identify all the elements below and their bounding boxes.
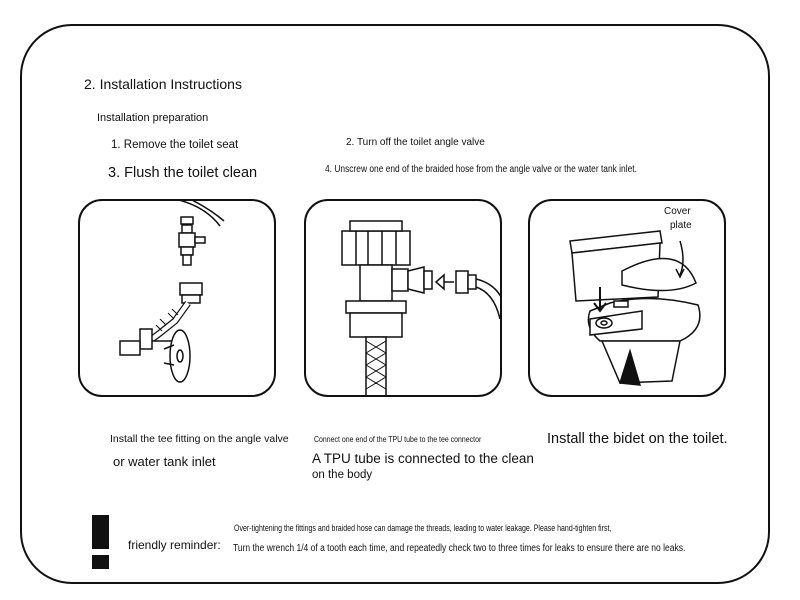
cover-plate-label-line1: Cover bbox=[664, 206, 691, 217]
reminder-line2: Turn the wrench 1/4 of a tooth each time, and repeatedly check two to three times for leaks to ensure there are no leaks. bbox=[233, 543, 686, 554]
caption-2-line2: A TPU tube is connected to the clean bbox=[312, 451, 534, 466]
illustration-tpu-connection bbox=[304, 199, 502, 397]
bidet-toilet-drawing bbox=[530, 201, 726, 397]
caption-2-line1: Connect one end of the TPU tube to the tee connector bbox=[314, 434, 482, 444]
reminder-line1: Over-tightening the fittings and braided hose can damage the threads, leading to water leakage. Please hand-tighten first, bbox=[234, 523, 612, 533]
exclamation-icon bbox=[92, 515, 109, 569]
tpu-connection-drawing bbox=[306, 201, 502, 397]
step-4: 4. Unscrew one end of the braided hose from the angle valve or the water tank inlet. bbox=[325, 164, 637, 175]
illustration-tee-fitting bbox=[78, 199, 276, 397]
prep-title: Installation preparation bbox=[97, 112, 209, 124]
illustration-bidet-install bbox=[528, 199, 726, 397]
caption-3: Install the bidet on the toilet. bbox=[547, 431, 728, 447]
caption-2-line3: on the body bbox=[312, 469, 373, 481]
caption-1-line1: Install the tee fitting on the angle valve bbox=[110, 433, 289, 445]
section-title: 2. Installation Instructions bbox=[84, 76, 242, 92]
reminder-label: friendly reminder: bbox=[128, 538, 221, 552]
tee-fitting-drawing bbox=[80, 201, 276, 397]
caption-1-line2: or water tank inlet bbox=[113, 454, 216, 469]
cover-plate-label-line2: plate bbox=[670, 220, 692, 231]
step-1: 1. Remove the toilet seat bbox=[111, 139, 239, 151]
step-2: 2. Turn off the toilet angle valve bbox=[346, 137, 485, 148]
step-3: 3. Flush the toilet clean bbox=[108, 165, 258, 181]
